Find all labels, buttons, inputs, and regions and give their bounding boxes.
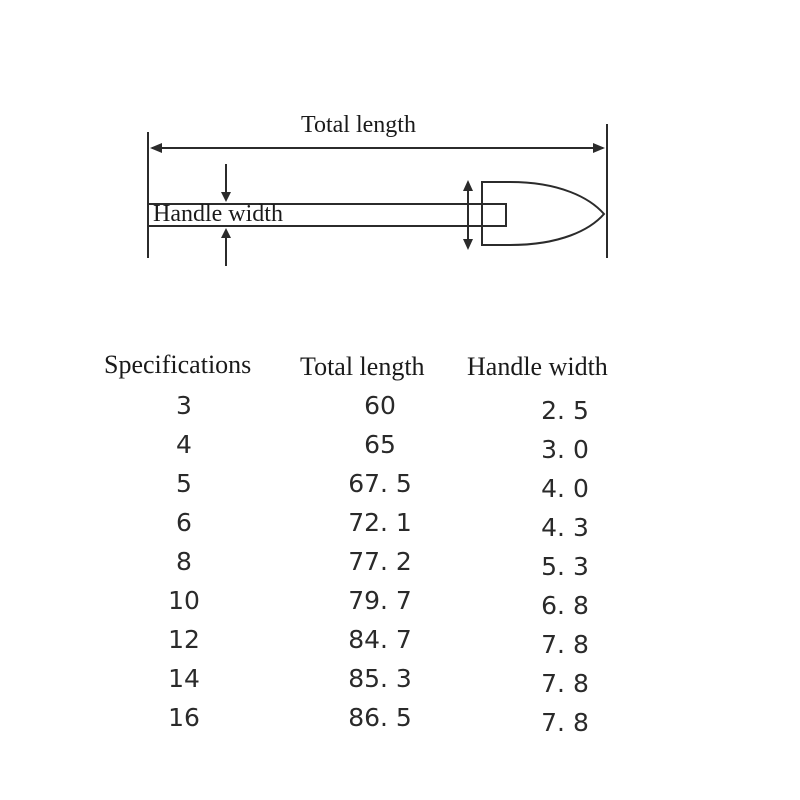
total-length-cell: 85. 3: [348, 664, 412, 693]
arrow-left-icon: [150, 143, 162, 153]
handle-width-cell: 4. 0: [541, 474, 589, 503]
table-row: [0, 588, 800, 627]
spec-cell: 14: [168, 664, 200, 693]
handle-width-cell: 6. 8: [541, 591, 589, 620]
table-row: [0, 705, 800, 744]
shank-tang: [472, 204, 506, 226]
spec-cell: 12: [168, 625, 200, 654]
table-row: [0, 393, 800, 432]
drill-bit-diagram: [0, 0, 800, 300]
spec-cell: 8: [176, 547, 192, 576]
handle-width-cell: 3. 0: [541, 435, 589, 464]
total-length-cell: 79. 7: [348, 586, 412, 615]
total-length-cell: 77. 2: [348, 547, 412, 576]
table-row: [0, 666, 800, 705]
table-row: [0, 549, 800, 588]
header-specifications: Specifications: [104, 350, 252, 379]
table-row: [0, 471, 800, 510]
spec-cell: 16: [168, 703, 200, 732]
tip-arrow-up-icon: [463, 180, 473, 191]
carbide-tip: [482, 182, 604, 245]
header-total-length: Total length: [300, 352, 425, 381]
tip-arrow-down-icon: [463, 239, 473, 250]
handle-width-cell: 4. 3: [541, 513, 589, 542]
total-length-cell: 72. 1: [348, 508, 412, 537]
total-length-cell: 60: [364, 391, 396, 420]
handle-width-cell: 7. 8: [541, 669, 589, 698]
drill-bit-drawing: [0, 0, 800, 300]
specifications-table: [0, 340, 800, 760]
total-length-cell: 67. 5: [348, 469, 412, 498]
spec-cell: 3: [176, 391, 192, 420]
total-length-cell: 86. 5: [348, 703, 412, 732]
table-row: [0, 432, 800, 471]
handle-width-label: Handle width: [153, 201, 283, 227]
handle-width-cell: 5. 3: [541, 552, 589, 581]
spec-cell: 6: [176, 508, 192, 537]
spec-cell: 4: [176, 430, 192, 459]
table-row: [0, 510, 800, 549]
arrow-up-icon: [221, 228, 231, 238]
handle-width-cell: 2. 5: [541, 396, 589, 425]
arrow-right-icon: [593, 143, 605, 153]
table-row: [0, 627, 800, 666]
total-length-cell: 65: [364, 430, 396, 459]
handle-width-cell: 7. 8: [541, 630, 589, 659]
spec-cell: 10: [168, 586, 200, 615]
spec-cell: 5: [176, 469, 192, 498]
header-handle-width: Handle width: [467, 352, 608, 381]
total-length-label: Total length: [301, 112, 416, 138]
handle-width-cell: 7. 8: [541, 708, 589, 737]
total-length-cell: 84. 7: [348, 625, 412, 654]
